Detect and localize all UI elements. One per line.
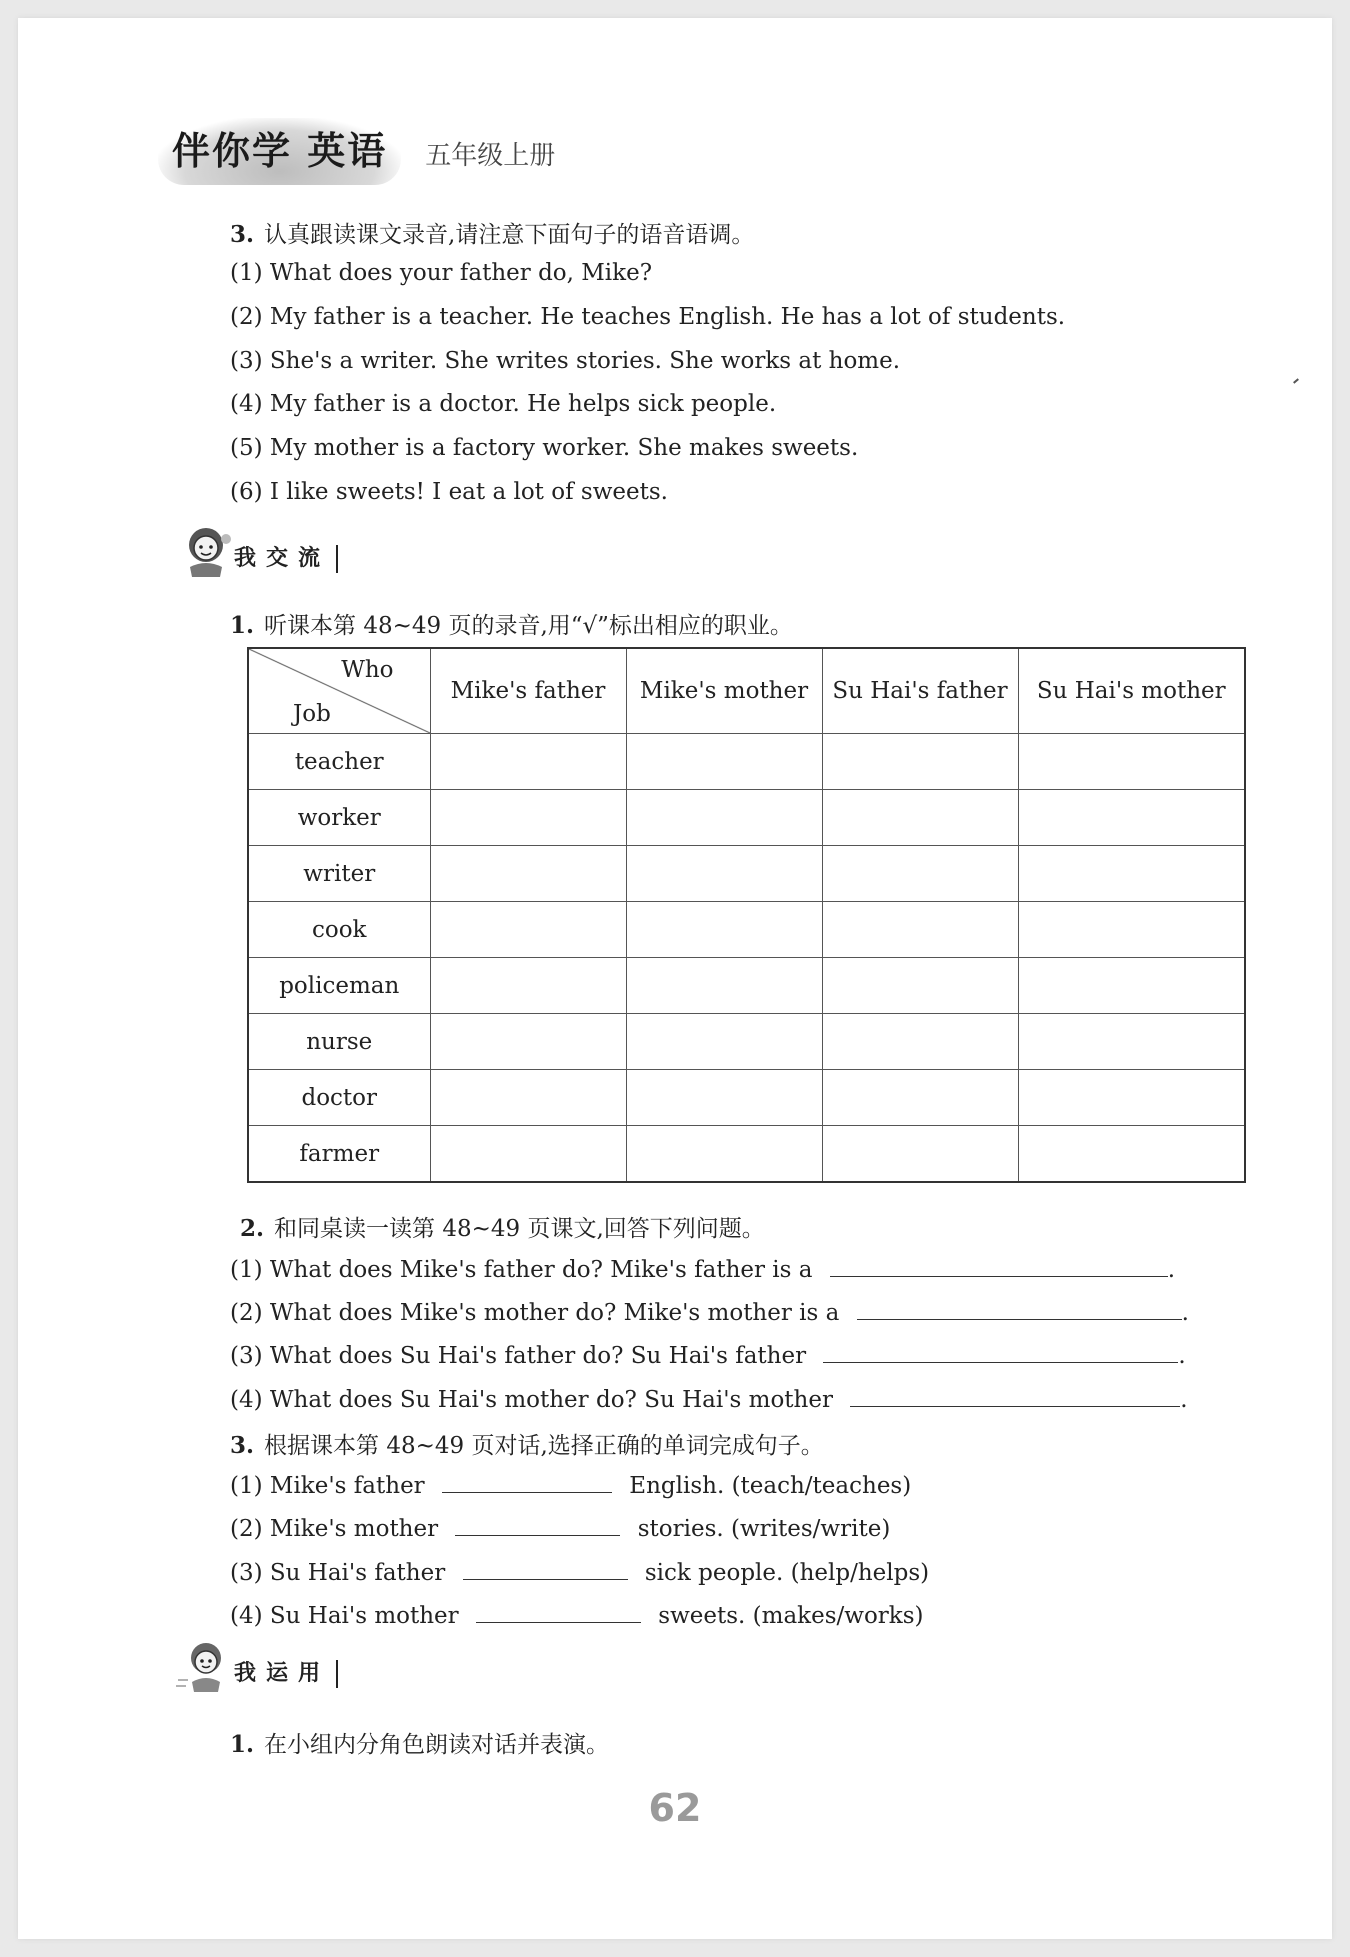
column-header: Mike's father <box>430 648 626 734</box>
answer-blank[interactable] <box>850 1384 1180 1407</box>
corner-who: Who <box>341 657 394 683</box>
mascot-icon <box>176 521 238 579</box>
table-row <box>248 958 1245 1014</box>
use-q1-instruction <box>230 1726 609 1759</box>
sentence-start: (4) Su Hai's mother <box>230 1603 459 1629</box>
answer-blank[interactable] <box>463 1557 628 1580</box>
check-cell[interactable] <box>822 1126 1018 1183</box>
exchange-q1-instruction <box>230 607 793 640</box>
list-item <box>230 1384 1188 1413</box>
list-item <box>230 1557 929 1586</box>
check-cell[interactable] <box>626 790 822 846</box>
check-cell[interactable] <box>822 734 1018 790</box>
check-cell[interactable] <box>1018 958 1245 1014</box>
check-cell[interactable] <box>822 1070 1018 1126</box>
check-cell[interactable] <box>822 958 1018 1014</box>
check-cell[interactable] <box>1018 846 1245 902</box>
table-row <box>248 734 1245 790</box>
exchange-q2-instruction <box>240 1210 765 1243</box>
job-label: writer <box>248 846 430 902</box>
column-header: Mike's mother <box>626 648 822 734</box>
page-header <box>158 118 555 185</box>
table-row <box>248 1126 1245 1183</box>
job-label: teacher <box>248 734 430 790</box>
table-row <box>248 1014 1245 1070</box>
question-number: 1. <box>230 612 255 639</box>
check-cell[interactable] <box>626 1070 822 1126</box>
job-label: farmer <box>248 1126 430 1183</box>
check-cell[interactable] <box>626 902 822 958</box>
job-label: policeman <box>248 958 430 1014</box>
check-cell[interactable] <box>430 734 626 790</box>
instruction-text: 和同桌读一读第 48~49 页课文,回答下列问题。 <box>274 1216 765 1242</box>
book-brand: 伴你学 英语 <box>158 118 401 185</box>
column-header: Su Hai's mother <box>1018 648 1245 734</box>
check-cell[interactable] <box>1018 1126 1245 1183</box>
list-item: (6) I like sweets! I eat a lot of sweets. <box>230 479 668 505</box>
check-cell[interactable] <box>822 846 1018 902</box>
job-label: worker <box>248 790 430 846</box>
table-row <box>248 790 1245 846</box>
sentence-rest: stories. (writes/write) <box>637 1516 891 1542</box>
table-row <box>248 846 1245 902</box>
sentence-start: (2) Mike's mother <box>230 1516 439 1542</box>
check-cell[interactable] <box>430 1014 626 1070</box>
check-cell[interactable] <box>1018 734 1245 790</box>
book-grade: 五年级上册 <box>425 141 556 171</box>
sentence-end: . <box>1167 1257 1176 1283</box>
section-title: 我交流 <box>234 545 338 573</box>
answer-blank[interactable] <box>823 1340 1178 1363</box>
section-title: 我运用 <box>234 1660 338 1688</box>
sentence-end: . <box>1180 1387 1188 1413</box>
list-item <box>230 1470 911 1499</box>
check-cell[interactable] <box>1018 1014 1245 1070</box>
question-text: (3) What does Su Hai's father do? Su Hai's father <box>230 1343 807 1369</box>
list-item: (3) She's a writer. She writes stories. She works at home. <box>230 348 901 374</box>
check-cell[interactable] <box>626 958 822 1014</box>
check-cell[interactable] <box>430 902 626 958</box>
section-heading-use <box>176 1636 338 1694</box>
list-item: (1) What does your father do, Mike? <box>230 260 653 286</box>
check-cell[interactable] <box>626 1126 822 1183</box>
check-cell[interactable] <box>430 958 626 1014</box>
workbook-page <box>18 18 1332 1939</box>
exercise-top-instruction <box>230 216 754 249</box>
check-cell[interactable] <box>1018 790 1245 846</box>
question-number: 2. <box>240 1215 265 1242</box>
check-cell[interactable] <box>822 790 1018 846</box>
list-item <box>230 1600 924 1629</box>
table-row <box>248 902 1245 958</box>
corner-job: Job <box>293 701 331 727</box>
sentence-end: . <box>1178 1343 1186 1369</box>
check-cell[interactable] <box>430 1126 626 1183</box>
job-label: nurse <box>248 1014 430 1070</box>
list-item: (4) My father is a doctor. He helps sick people. <box>230 391 777 417</box>
question-text: (1) What does Mike's father do? Mike's father is a <box>230 1257 813 1283</box>
check-cell[interactable] <box>1018 1070 1245 1126</box>
answer-blank[interactable] <box>455 1513 620 1536</box>
job-label: cook <box>248 902 430 958</box>
sentence-rest: sick people. (help/helps) <box>644 1560 930 1586</box>
answer-blank[interactable] <box>830 1254 1168 1277</box>
sentence-end: . <box>1181 1300 1189 1326</box>
sentence-start: (1) Mike's father <box>230 1473 425 1499</box>
table-corner <box>248 648 430 734</box>
list-item <box>230 1340 1186 1369</box>
exchange-q3-instruction <box>230 1427 824 1460</box>
check-cell[interactable] <box>822 902 1018 958</box>
answer-blank[interactable] <box>857 1297 1182 1320</box>
list-item <box>230 1254 1175 1283</box>
question-number: 3. <box>230 1432 255 1459</box>
check-cell[interactable] <box>1018 902 1245 958</box>
job-table <box>247 647 1246 1183</box>
table-row <box>248 1070 1245 1126</box>
mascot-icon <box>176 1636 238 1694</box>
question-text: (2) What does Mike's mother do? Mike's mother is a <box>230 1300 840 1326</box>
list-item <box>230 1297 1189 1326</box>
check-cell[interactable] <box>626 734 822 790</box>
check-cell[interactable] <box>430 846 626 902</box>
answer-blank[interactable] <box>476 1600 641 1623</box>
check-cell[interactable] <box>822 1014 1018 1070</box>
check-cell[interactable] <box>430 790 626 846</box>
list-item <box>230 1513 890 1542</box>
check-cell[interactable] <box>626 846 822 902</box>
list-item: (2) My father is a teacher. He teaches English. He has a lot of students. <box>230 304 1066 330</box>
question-text: (4) What does Su Hai's mother do? Su Hai's mother <box>230 1387 833 1413</box>
column-header: Su Hai's father <box>822 648 1018 734</box>
sentence-rest: English. (teach/teaches) <box>629 1473 912 1499</box>
check-cell[interactable] <box>430 1070 626 1126</box>
page-number: 62 <box>648 1786 702 1830</box>
instruction-text: 听课本第 48~49 页的录音,用“√”标出相应的职业。 <box>264 613 793 639</box>
question-number: 3. <box>230 221 255 248</box>
question-number: 1. <box>230 1731 255 1758</box>
instruction-text: 认真跟读课文录音,请注意下面句子的语音语调。 <box>264 222 755 248</box>
section-heading-exchange <box>176 521 338 579</box>
instruction-text: 根据课本第 48~49 页对话,选择正确的单词完成句子。 <box>264 1433 824 1459</box>
check-cell[interactable] <box>626 1014 822 1070</box>
instruction-text: 在小组内分角色朗读对话并表演。 <box>264 1732 610 1758</box>
job-label: doctor <box>248 1070 430 1126</box>
list-item: (5) My mother is a factory worker. She makes sweets. <box>230 435 859 461</box>
stray-mark <box>1293 378 1299 383</box>
sentence-rest: sweets. (makes/works) <box>658 1603 924 1629</box>
answer-blank[interactable] <box>442 1470 612 1493</box>
sentence-start: (3) Su Hai's father <box>230 1560 446 1586</box>
